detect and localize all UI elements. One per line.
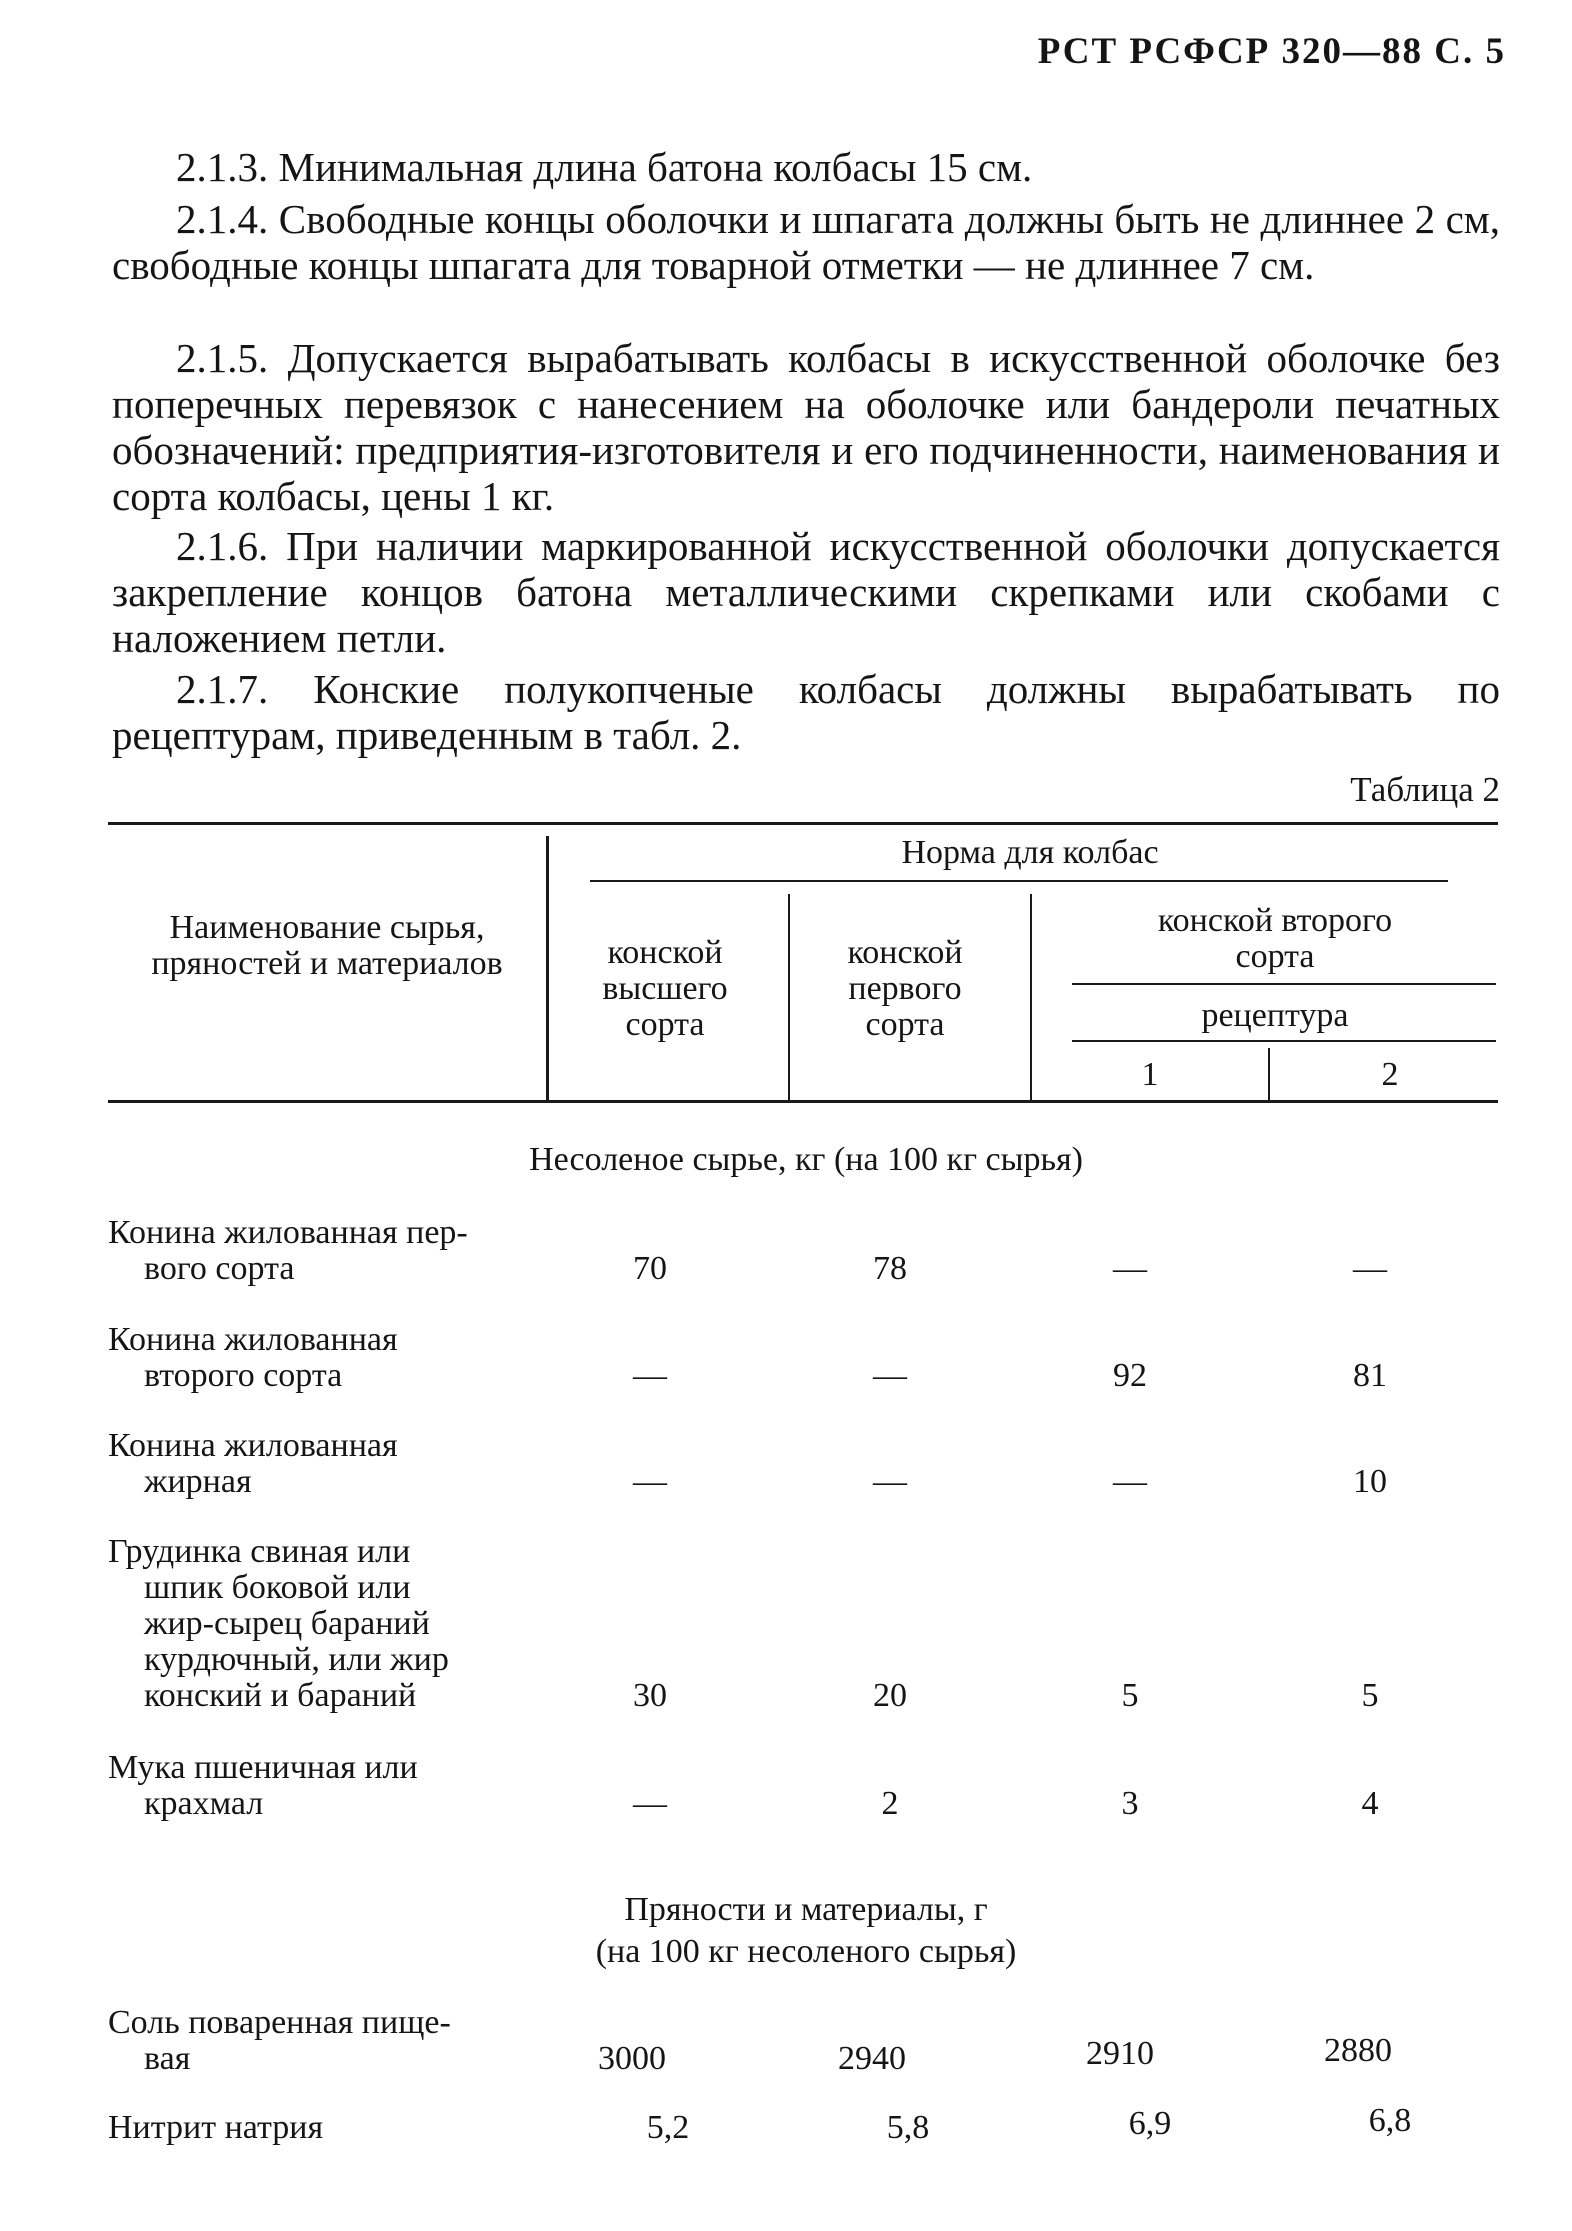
- cell-value: 6,9: [1128, 2105, 1172, 2142]
- paragraph-2-1-4: 2.1.4. Свободные концы оболочки и шпагата должны быть не длиннее 2 см, свободные концы шпагата для товарной отметки — не длиннее 7 см.: [112, 196, 1500, 288]
- table-vline-4: [1268, 1048, 1270, 1100]
- cell-value: 20: [873, 1677, 907, 1714]
- paragraph-2-1-7: 2.1.7. Конские полукопченые колбасы должны вырабатывать по рецептурам, приведенным в табл. 2.: [112, 666, 1500, 758]
- row-name-sodium-nitrite: Нитрит натрия: [108, 2109, 324, 2146]
- section-subtitle-spices: (на 100 кг несоленого сырья): [595, 1933, 1017, 1970]
- table-top-rule: [108, 822, 1498, 825]
- cell-value: 30: [633, 1677, 667, 1714]
- cell-value: —: [1113, 1250, 1147, 1287]
- table-header-bottom-rule: [108, 1100, 1498, 1103]
- cell-value: 5: [1121, 1677, 1139, 1714]
- header-recipe-2: 2: [1381, 1056, 1399, 1093]
- cell-value: 2940: [838, 2040, 906, 2077]
- table-vline-1: [546, 836, 549, 1100]
- cell-value: —: [633, 1785, 667, 1822]
- header-recipe-1: 1: [1141, 1056, 1159, 1093]
- row-name-horse-second-grade: Конина жилованная второго сорта: [108, 1321, 398, 1394]
- header-norm: Норма для колбас: [901, 834, 1159, 871]
- cell-value: —: [1113, 1463, 1147, 1500]
- cell-value: 2: [881, 1785, 899, 1822]
- table-vline-3: [1030, 894, 1032, 1100]
- cell-value: 81: [1353, 1357, 1387, 1394]
- cell-value: 2880: [1324, 2032, 1392, 2069]
- paragraph-2-1-3: 2.1.3. Минимальная длина батона колбасы 15 см.: [176, 144, 1033, 190]
- paragraph-2-1-5: 2.1.5. Допускается вырабатывать колбасы в искусственной оболочке без поперечных перевязок с нанесением на оболочке или бандероли печатных обозначений: предприятия-изготовителя и его подчиненности, наименования и сорта колбасы, цены 1 кг.: [112, 335, 1500, 519]
- header-col-first: конской первого сорта: [847, 934, 963, 1043]
- cell-value: 6,8: [1368, 2102, 1412, 2139]
- row-name-flour: Мука пшеничная или крахмал: [108, 1749, 418, 1822]
- cell-value: 5,8: [886, 2109, 930, 2146]
- cell-value: 5: [1361, 1677, 1379, 1714]
- header-recipe: рецептура: [1201, 997, 1349, 1034]
- page-header: РСТ РСФСР 320—88 С. 5: [1037, 31, 1506, 72]
- row-name-salt: Соль поваренная пище- вая: [108, 2004, 451, 2077]
- cell-value: —: [633, 1463, 667, 1500]
- cell-value: 10: [1353, 1463, 1387, 1500]
- cell-value: 78: [873, 1250, 907, 1287]
- table-caption: Таблица 2: [1350, 770, 1500, 809]
- table-vline-2: [788, 894, 790, 1100]
- cell-value: —: [633, 1357, 667, 1394]
- cell-value: —: [873, 1357, 907, 1394]
- cell-value: 3000: [598, 2040, 666, 2077]
- cell-value: —: [1353, 1250, 1387, 1287]
- second-grade-underline: [1072, 983, 1496, 985]
- section-title-spices: Пряности и материалы, г: [624, 1891, 988, 1928]
- section-title-raw: Несоленое сырье, кг (на 100 кг сырья): [529, 1141, 1083, 1178]
- header-col-premium: конской высшего сорта: [602, 934, 728, 1043]
- paragraph-2-1-6: 2.1.6. При наличии маркированной искусственной оболочки допускается закрепление концов батона металлическими скрепками или скобами с наложением петли.: [112, 523, 1500, 661]
- cell-value: —: [873, 1463, 907, 1500]
- cell-value: 4: [1361, 1785, 1379, 1822]
- row-name-horse-first-grade: Конина жилованная пер- вого сорта: [108, 1214, 468, 1287]
- row-name-horse-fatty: Конина жилованная жирная: [108, 1427, 398, 1500]
- cell-value: 3: [1121, 1785, 1139, 1822]
- cell-value: 70: [633, 1250, 667, 1287]
- recipe-underline: [1072, 1040, 1496, 1042]
- row-name-pork-brisket: Грудинка свиная или шпик боковой или жир-сырец бараний курдючный, или жир конский и бараний: [108, 1533, 449, 1714]
- norm-underline: [590, 880, 1448, 882]
- header-col-second: конской второго сорта: [1157, 902, 1393, 975]
- cell-value: 92: [1113, 1357, 1147, 1394]
- header-name-column: Наименование сырья, пряностей и материалов: [151, 909, 503, 982]
- cell-value: 2910: [1086, 2035, 1154, 2072]
- cell-value: 5,2: [646, 2109, 690, 2146]
